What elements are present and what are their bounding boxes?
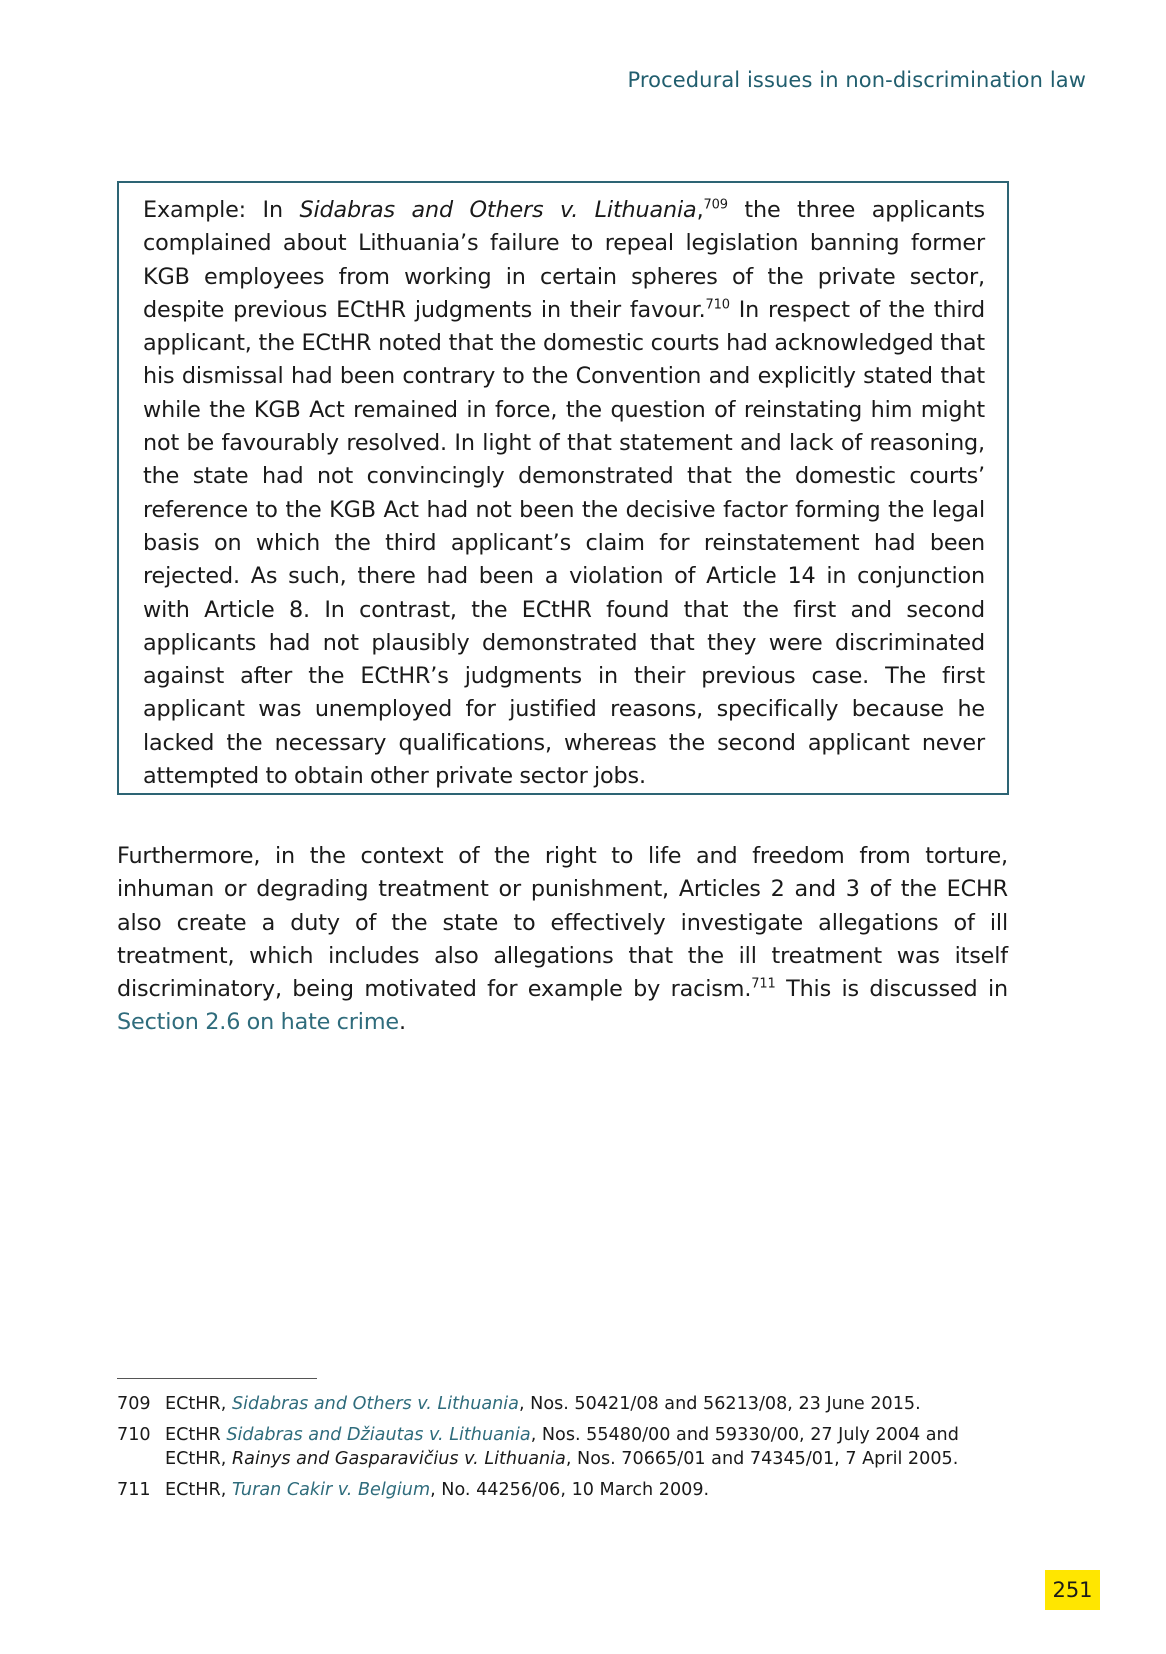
footnote-709 [117,1392,1017,1416]
footnote-710 [117,1423,1017,1471]
footnote-ref-711[interactable]: 711 [751,976,776,992]
example-case-name: Sidabras and Others v. Lithuania [299,197,697,223]
body-paragraph [117,840,1008,1040]
footnote-711 [117,1478,1017,1502]
section-link[interactable]: Section 2.6 on hate crime [117,1009,399,1036]
footnote-separator [117,1378,317,1379]
footnote-number: 710 [117,1425,151,1445]
footnote-suffix: , Nos. 55480/00 and 59330/00, 27 July 2004 and [530,1425,959,1445]
example-lead: Example: In [143,197,300,223]
body-text-part2: This is discussed in [775,976,1008,1003]
footnote-text [165,1392,1017,1416]
example-text [143,194,985,793]
example-comma: , [696,197,704,223]
footnote-ref-709[interactable]: 709 [703,197,728,213]
footnote-prefix: ECtHR [165,1425,227,1445]
body-text-part1: Furthermore, in the context of the right to life and freedom from torture, inhuman or degrading treatment or punishment, Articles 2 and 3 of the ECHR also create a duty of the state to effectively investigate allegations of ill treatment, which includes also allegations that the ill treatment was itself discriminatory, being motivated for example by racism. [117,843,1008,1003]
footnote-text [165,1423,1017,1471]
footnote-prefix: ECtHR, [165,1394,232,1414]
footnote-prefix-2: ECtHR, [165,1449,232,1469]
footnote-number: 711 [117,1480,151,1500]
footnote-number: 709 [117,1394,151,1414]
footnote-suffix: , No. 44256/06, 10 March 2009. [430,1480,710,1500]
footnote-text [165,1478,1017,1502]
footnote-case-link[interactable]: Sidabras and Others v. Lithuania [231,1394,519,1414]
footnote-case-2: Rainys and Gasparavičius v. Lithuania [231,1449,566,1469]
footnotes [117,1392,1017,1509]
example-text-part2: In respect of the third applicant, the ECtHR noted that the domestic courts had acknowledged that his dismissal had been contrary to the Convention and explicitly stated that while the KGB Act remained in force, the question of reinstating him might not be favourably resolved. In light of that statement and lack of reasoning, the state had not convincingly demonstrated that the domestic courts’ reference to the KGB Act had not been the decisive factor forming the legal basis on which the third applicant’s claim for reinstatement had been rejected. As such, there had been a violation of Article 14 in conjunction with Article 8. In contrast, the ECtHR found that the first and second applicants had not plausibly demonstrated that they were discriminated against after the ECtHR’s judgments in their previous case. The first applicant was unemployed for justified reasons, specifically because he lacked the necessary qualifications, whereas the second applicant never attempted to obtain other private sector jobs. [143,296,985,790]
example-text-part1: the three applicants complained about Lithuania’s failure to repeal legislation banning former KGB employees from working in certain spheres of the private sector, despite previous ECtHR judgments in their favour. [143,197,985,323]
footnote-prefix: ECtHR, [165,1480,232,1500]
footnote-case-link[interactable]: Sidabras and Džiautas v. Lithuania [226,1425,531,1445]
footnote-case-link[interactable]: Turan Cakir v. Belgium [231,1480,431,1500]
footnote-suffix-2: , Nos. 70665/01 and 74345/01, 7 April 2005. [565,1449,959,1469]
running-header: Procedural issues in non-discrimination law [627,68,1086,92]
footnote-ref-710[interactable]: 710 [705,297,730,313]
page-number-badge: 251 [1045,1570,1100,1610]
example-box [117,181,1009,795]
footnote-suffix: , Nos. 50421/08 and 56213/08, 23 June 2015. [518,1394,921,1414]
body-text-end: . [399,1009,406,1036]
